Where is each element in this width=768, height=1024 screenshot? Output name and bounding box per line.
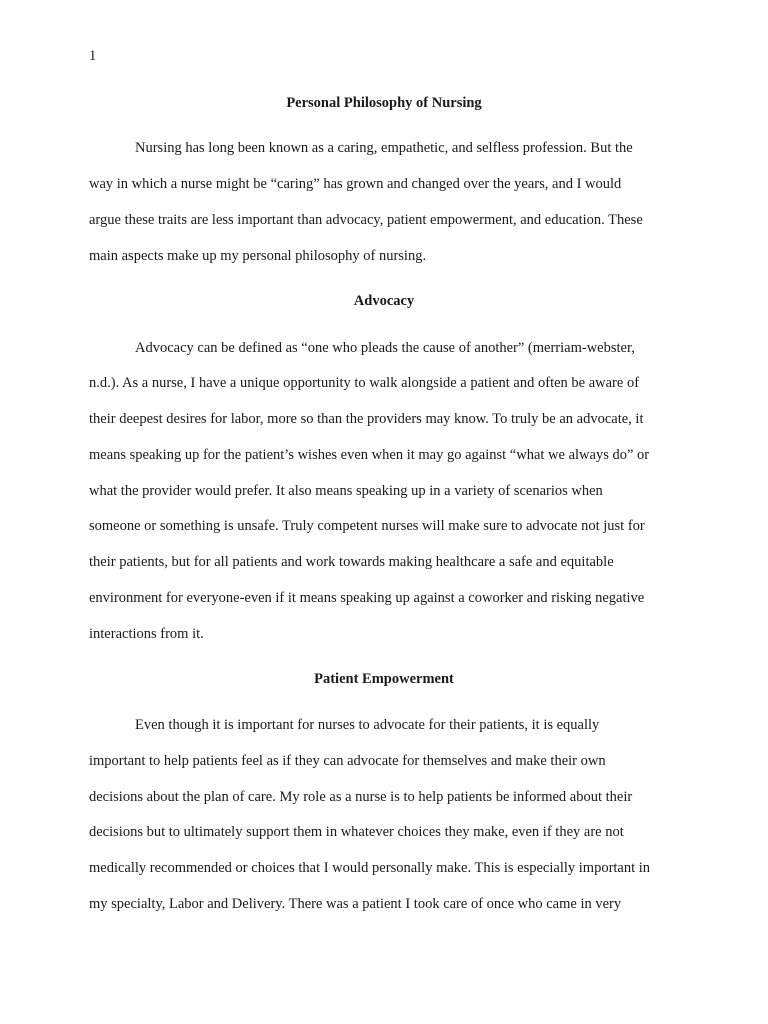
paragraph-line: Even though it is important for nurses to advocate for their patients, it is equally	[135, 717, 600, 733]
section-heading-patient-empowerment: Patient Empowerment	[314, 671, 454, 687]
paragraph-line: Nursing has long been known as a caring, empathetic, and selfless profession. But the	[135, 140, 633, 156]
paragraph-line: my specialty, Labor and Delivery. There was a patient I took care of once who came in very	[89, 896, 622, 912]
document-title: Personal Philosophy of Nursing	[286, 95, 482, 111]
paragraph-line: important to help patients feel as if they can advocate for themselves and make their own	[89, 753, 606, 769]
paragraph-line: medically recommended or choices that I would personally make. This is especially important in	[89, 860, 651, 876]
section-heading-advocacy: Advocacy	[353, 293, 415, 309]
paragraph-line: means speaking up for the patient’s wishes even when it may go against “what we always do” or	[89, 447, 650, 463]
paragraph-line: n.d.). As a nurse, I have a unique opportunity to walk alongside a patient and often be aware of	[89, 375, 640, 391]
page-number: 1	[89, 48, 97, 64]
paragraph-line: Advocacy can be defined as “one who pleads the cause of another” (merriam-webster,	[135, 340, 635, 356]
paragraph-line: what the provider would prefer. It also means speaking up in a variety of scenarios when	[89, 483, 603, 499]
paragraph-line: interactions from it.	[89, 626, 204, 642]
paragraph-line: main aspects make up my personal philosophy of nursing.	[89, 248, 427, 264]
paragraph-line: someone or something is unsafe. Truly competent nurses will make sure to advocate not just for	[89, 518, 645, 534]
paragraph-line: their deepest desires for labor, more so than the providers may know. To truly be an advocate, it	[89, 411, 644, 427]
paragraph-line: environment for everyone-even if it means speaking up against a coworker and risking negative	[89, 590, 645, 606]
paragraph-line: their patients, but for all patients and work towards making healthcare a safe and equitable	[89, 554, 614, 570]
paragraph-line: way in which a nurse might be “caring” has grown and changed over the years, and I would	[89, 176, 622, 192]
paragraph-line: decisions but to ultimately support them in whatever choices they make, even if they are not	[89, 824, 624, 840]
paragraph-line: argue these traits are less important than advocacy, patient empowerment, and education. These	[89, 212, 643, 228]
paragraph-line: decisions about the plan of care. My role as a nurse is to help patients be informed about their	[89, 789, 633, 805]
